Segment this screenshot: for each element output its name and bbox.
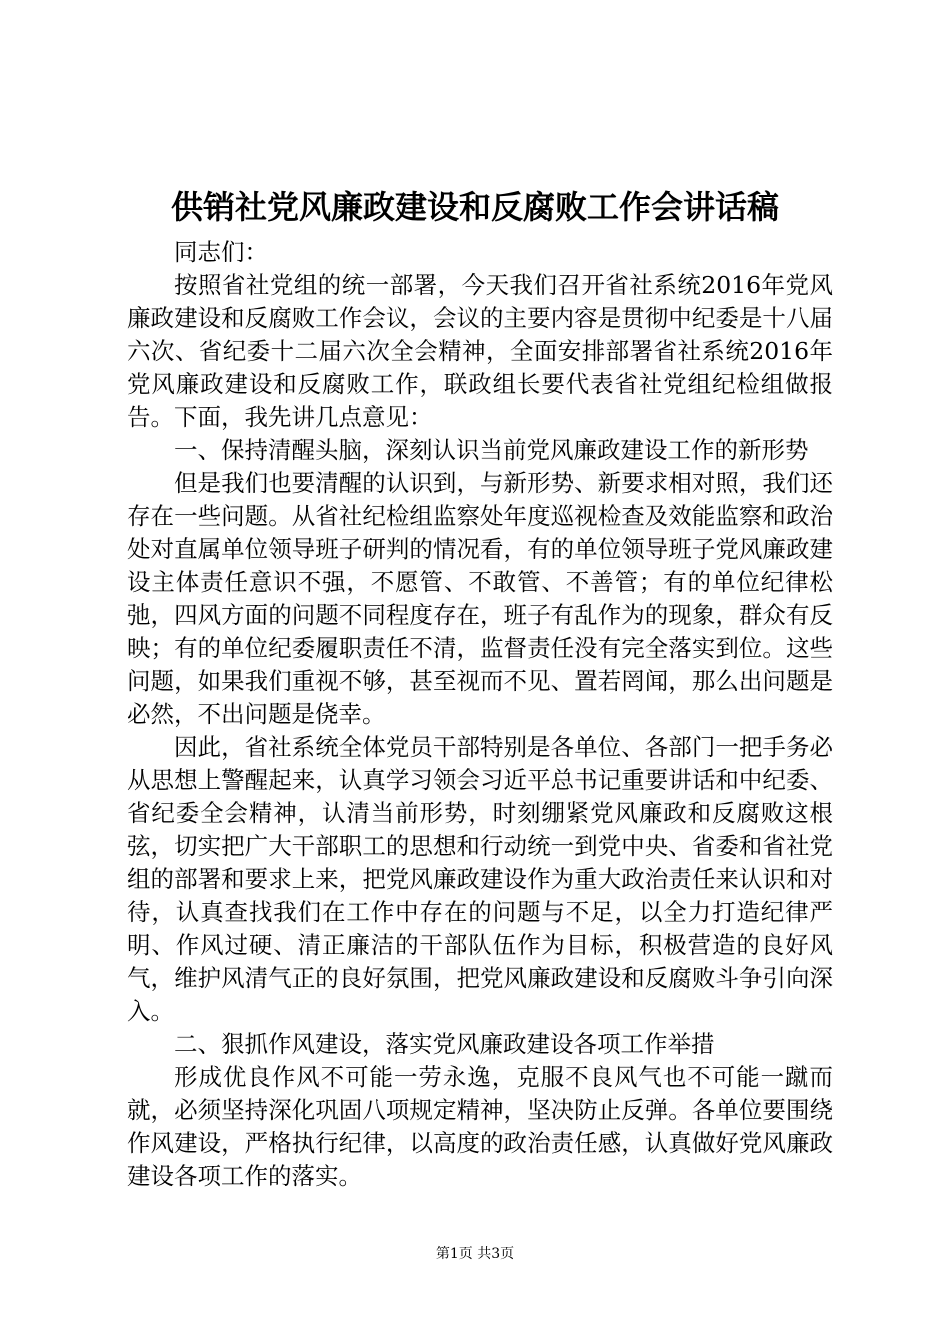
document-body [127, 236, 833, 1193]
salutation-paragraph: 同志们： [174, 238, 268, 266]
section-heading: 一、保持清醒头脑，深刻认识当前党风廉政建设工作的新形势 [174, 436, 809, 464]
page-number-footer: 第1页 共3页 [435, 1246, 515, 1262]
body-paragraph: 但是我们也要清醒的认识到，与新形势、新要求相对照，我们还存在一些问题。从省社纪检组监察处年度巡视检查及效能监察和政治处对直属单位领导班子研判的情况看，有的单位领导班子党风廉政建设主体责任意识不强，不愿管、不敢管、不善管；有的单位纪律松弛，四风方面的问题不同程度存在，班子有乱作为的现象，群众有反映；有的单位纪委履职责任不清，监督责任没有完全落实到位。这些问题，如果我们重视不够，甚至视而不见、置若罔闻，那么出问题是必然，不出问题是侥幸。 [127, 469, 833, 728]
body-paragraph: 按照省社党组的统一部署，今天我们召开省社系统2016年党风廉政建设和反腐败工作会议，会议的主要内容是贯彻中纪委是十八届六次、省纪委十二届六次全会精神，全面安排部署省社系统2016年党风廉政建设和反腐败工作，联政组长要代表省社党组纪检组做报告。下面，我先讲几点意见： [127, 271, 833, 431]
section-heading: 二、狠抓作风建设，落实党风廉政建设各项工作举措 [174, 1030, 715, 1058]
document-title: 供销社党风廉政建设和反腐败工作会讲话稿 [170, 188, 779, 226]
body-paragraph: 因此，省社系统全体党员干部特别是各单位、各部门一把手务必从思想上警醒起来，认真学习领会习近平总书记重要讲话和中纪委、省纪委全会精神，认清当前形势，时刻绷紧党风廉政和反腐败这根弦，切实把广大干部职工的思想和行动统一到党中央、省委和省社党组的部署和要求上来，把党风廉政建设作为重大政治责任来认识和对待，认真查找我们在工作中存在的问题与不足，以全力打造纪律严明、作风过硬、清正廉洁的干部队伍作为目标，积极营造的良好风气，维护风清气正的良好氛围，把党风廉政建设和反腐败斗争引向深入。 [127, 733, 833, 1025]
body-paragraph: 形成优良作风不可能一劳永逸，克服不良风气也不可能一蹴而就，必须坚持深化巩固八项规定精神，坚决防止反弹。各单位要围绕作风建设，严格执行纪律，以高度的政治责任感，认真做好党风廉政建设各项工作的落实。 [127, 1063, 833, 1190]
